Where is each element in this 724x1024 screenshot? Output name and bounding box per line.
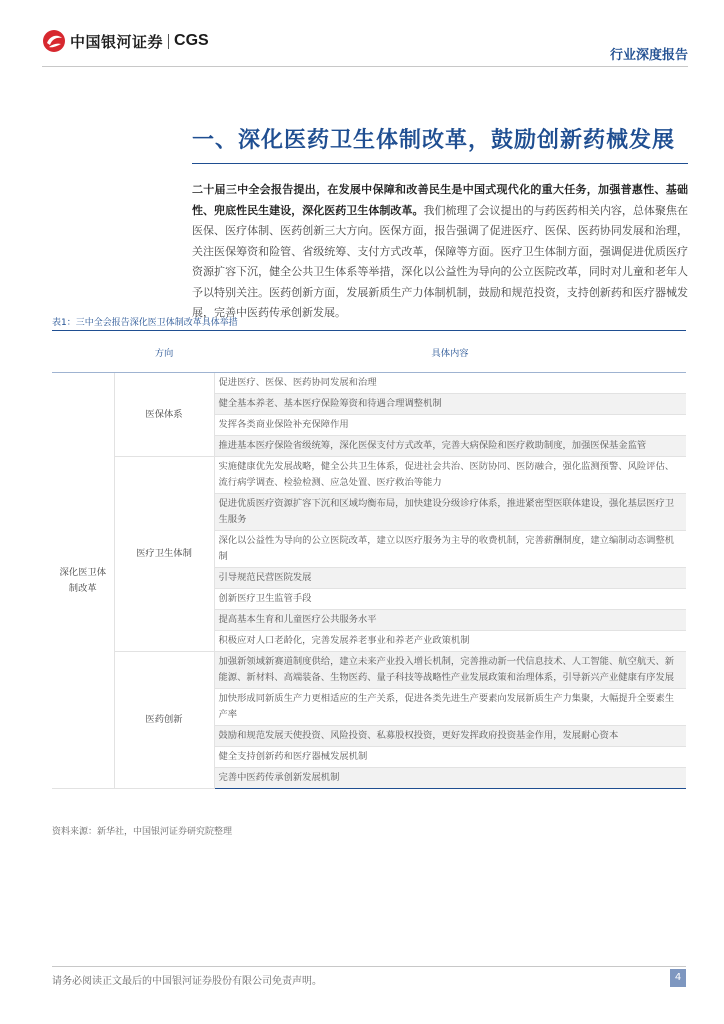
table-cell: 加快形成同新质生产力更相适应的生产关系，促进各类先进生产要素向发展新质生产力集聚，大幅提升全要素生产率 [214,689,686,726]
policy-table [52,332,686,789]
header-content: 具体内容 [214,332,686,373]
header-divider [42,66,688,67]
brand-name-en: CGS [174,32,209,49]
category-medical-insurance: 医保体系 [114,373,214,457]
intro-paragraph [192,180,688,324]
cgs-logo-icon [42,29,66,53]
header-direction: 方向 [114,332,214,373]
table-cell: 健全基本养老、基本医疗保险筹资和待遇合理调整机制 [214,394,686,415]
title-underline [192,163,688,164]
brand-logo [42,28,209,54]
header-blank-cell [52,332,114,373]
intro-lead-emphasis: 深化医药卫生体制改革。 [302,203,424,217]
table-header-row [52,332,686,373]
group-label: 深化医卫体制改革 [52,373,114,789]
table-cell: 健全支持创新药和医疗器械发展机制 [214,747,686,768]
table-cell: 深化以公益性为导向的公立医院改革，建立以医疗服务为主导的收费机制，完善薪酬制度，建立编制动态调整机制 [214,531,686,568]
table-cell: 推进基本医疗保险省级统筹，深化医保支付方式改革，完善大病保险和医疗救助制度，加强医保基金监管 [214,436,686,457]
table-cell: 加强新领域新赛道制度供给，建立未来产业投入增长机制，完善推动新一代信息技术、人工智能、航空航天、新能源、新材料、高端装备、生物医药、量子科技等战略性产业发展政策和治理体系，引导新兴产业健康有序发展 [214,652,686,689]
category-healthcare-system: 医疗卫生体制 [114,457,214,652]
brand-divider [168,34,169,49]
table-cell: 引导规范民营医院发展 [214,568,686,589]
table-cell: 促进优质医疗资源扩容下沉和区域均衡布局，加快建设分级诊疗体系，推进紧密型医联体建设，强化基层医疗卫生服务 [214,494,686,531]
table-cell: 完善中医药传承创新发展机制 [214,768,686,789]
table-cell: 积极应对人口老龄化，完善发展养老事业和养老产业政策机制 [214,631,686,652]
section-title: 一、深化医药卫生体制改革，鼓励创新药械发展 [192,127,676,153]
intro-lead: 二十届三中全会报告提出，在发展中保障和改善民生是中国式现代化的重大任务，加强普惠性、基础性、兜底性民生建设， [192,183,688,217]
table-row [52,373,686,394]
intro-text: 我们梳理了会议提出的与药医药相关内容，总体聚焦在医保、医疗体制、医药创新三大方向。医保方面，报告强调了促进医疗、医保、医药协同发展和治理，关注医保筹资和险管、省级统筹、支付方式改革，保障等方面。医疗卫生体制方面，强调促进优质医疗资源扩容下沉，健全公共卫生体系等举措，深化以公益性为导向的公立医院改革，同时对儿童和老年人予以特别关注。医药创新方面，发展新质生产力体制机制，鼓励和规范投资，支持创新药和医疗器械发展，完善中医药传承创新发展。 [192,203,689,319]
disclaimer-text: 请务必阅读正文最后的中国银河证券股份有限公司免责声明。 [52,976,322,987]
table-cell: 提高基本生育和儿童医疗公共服务水平 [214,610,686,631]
table-row [52,457,686,494]
page-number: 4 [670,969,686,987]
table-cell: 实施健康优先发展战略，健全公共卫生体系，促进社会共治、医防协同、医防融合，强化监测预警、风险评估、流行病学调查、检验检测、应急处置、医疗救治等能力 [214,457,686,494]
table-source: 资料来源：新华社，中国银河证券研究院整理 [52,827,233,837]
table-cell: 促进医疗、医保、医药协同发展和治理 [214,373,686,394]
table-caption: 表1：三中全会报告深化医卫体制改革具体举措 [52,318,238,328]
table-cell: 创新医疗卫生监管手段 [214,589,686,610]
table-cell: 鼓励和规范发展天使投资、风险投资、私募股权投资，更好发挥政府投资基金作用，发展耐心资本 [214,726,686,747]
footer-divider [52,966,686,967]
table-top-rule [52,330,686,331]
category-pharma-innovation: 医药创新 [114,652,214,789]
table-cell: 发挥各类商业保险补充保障作用 [214,415,686,436]
table-row [52,652,686,689]
report-type-label: 行业深度报告 [609,48,688,63]
brand-name-cn: 中国银河证券 [70,32,164,51]
